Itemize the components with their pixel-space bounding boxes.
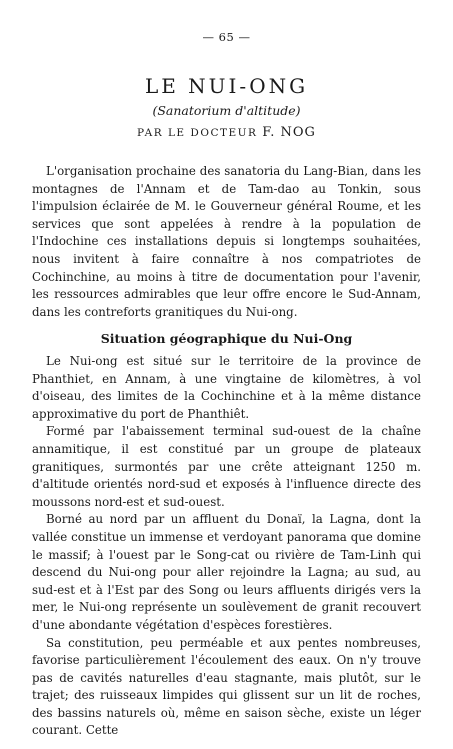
intro-section <box>32 163 421 321</box>
article-subtitle: (Sanatorium d'altitude) <box>152 103 301 118</box>
author-name: F. NOG <box>262 125 316 140</box>
byline-prefix: PAR LE DOCTEUR <box>137 127 258 139</box>
section-heading: Situation géographique du Nui-Ong <box>100 331 353 346</box>
author-byline <box>0 125 453 140</box>
body-paragraph-1: Le Nui-ong est situé sur le territoire de la province de Phanthiet, en Annam, à une vingtaine de kilomètres, à vol d'oiseau, des limites de la Cochinchine et à la même distance approximative du port de Phanthiêt. <box>32 354 421 421</box>
intro-paragraph: L'organisation prochaine des sanatoria du Lang-Bian, dans les montagnes de l'Annam et de Tam-dao au Tonkin, sous l'impulsion éclairée de M. le Gouverneur général Roume, et les services que sont appelées à rendre à la population de l'Indochine ces installations depuis si longtemps souhaitées, nous invitent à faire connaître à nos compatriotes de Cochinchine, au moins à titre de documentation pour l'avenir, les ressources admirables que leur offre encore le Sud-Annam, dans les contreforts granitiques du Nui-ong. <box>32 164 421 319</box>
page-number: — 65 — <box>202 30 251 44</box>
body-paragraph-2: Formé par l'abaissement terminal sud-ouest de la chaîne annamitique, il est constitué par un groupe de plateaux granitiques, surmontés par une crête atteignant 1250 m. d'altitude orientés nord-sud et exposés à l'influence directe des moussons nord-est et sud-ouest. <box>32 424 421 509</box>
body-paragraph-4: Sa constitution, peu perméable et aux pentes nombreuses, favorise particulièrement l'écoulement des eaux. On n'y trouve pas de cavités naturelles d'eau stagnante, mais plutôt, sur le trajet; des ruisseaux limpides qui glissent sur un lit de roches, des bassins naturels où, même en saison sèche, existe un léger courant. Cette <box>32 635 421 738</box>
body-section <box>32 353 421 740</box>
body-paragraph-3: Borné au nord par un affluent du Donaï, la Lagna, dont la vallée constitue un immense et verdoyant panorama que domine le massif; à l'ouest par le Song-cat ou rivière de Tam-Linh qui descend du Nui-ong pour aller rejoindre la Lagna; au sud, au sud-est et à l'Est par des Song ou leurs affluents dirigés vers la mer, le Nui-ong représente un soulèvement de granit recouvert d'une abondante végétation d'espèces forestières. <box>32 512 421 632</box>
article-title: LE NUI-ONG <box>144 74 309 98</box>
